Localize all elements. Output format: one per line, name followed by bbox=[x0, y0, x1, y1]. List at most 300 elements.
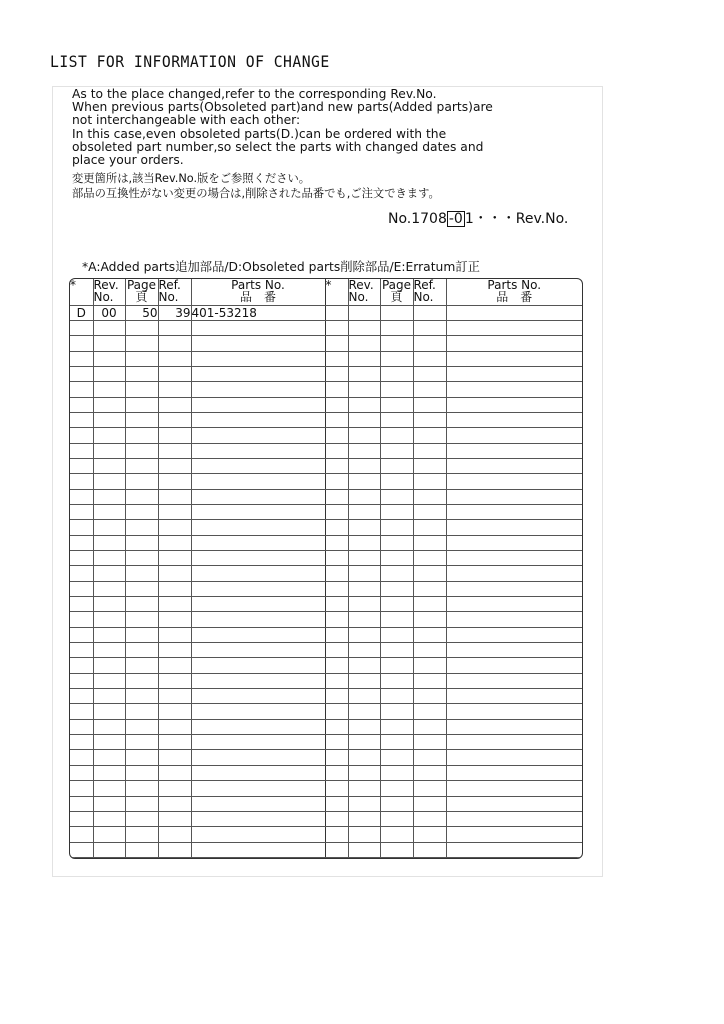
cell-ref bbox=[158, 474, 191, 489]
table-row bbox=[70, 443, 582, 458]
cell-ref bbox=[413, 551, 446, 566]
cell-star bbox=[70, 489, 93, 504]
cell-star bbox=[325, 627, 348, 642]
cell-rev bbox=[93, 597, 125, 612]
cell-ref bbox=[413, 597, 446, 612]
cell-rev bbox=[348, 458, 380, 473]
cell-parts bbox=[191, 658, 325, 673]
cell-parts bbox=[191, 412, 325, 427]
cell-ref bbox=[413, 658, 446, 673]
table-row bbox=[70, 811, 582, 826]
cell-star bbox=[325, 597, 348, 612]
cell-parts bbox=[191, 428, 325, 443]
table-row bbox=[70, 581, 582, 596]
cell-ref bbox=[158, 336, 191, 351]
cell-star bbox=[70, 382, 93, 397]
cell-rev bbox=[93, 351, 125, 366]
cell-star bbox=[70, 673, 93, 688]
cell-rev bbox=[348, 382, 380, 397]
cell-rev bbox=[348, 658, 380, 673]
cell-parts bbox=[446, 520, 582, 535]
col-ref-header: Ref. No. bbox=[158, 279, 191, 305]
cell-parts bbox=[446, 689, 582, 704]
cell-rev bbox=[93, 397, 125, 412]
cell-rev bbox=[93, 382, 125, 397]
table-row bbox=[70, 658, 582, 673]
cell-page bbox=[380, 689, 413, 704]
col-parts-header: Parts No. 品 番 bbox=[191, 279, 325, 305]
cell-star bbox=[70, 719, 93, 734]
cell-page bbox=[125, 551, 158, 566]
cell-star bbox=[325, 581, 348, 596]
cell-ref bbox=[413, 781, 446, 796]
cell-page bbox=[380, 796, 413, 811]
cell-star bbox=[325, 305, 348, 320]
cell-star bbox=[70, 689, 93, 704]
cell-star bbox=[70, 765, 93, 780]
cell-star bbox=[70, 320, 93, 335]
cell-page bbox=[125, 781, 158, 796]
cell-page bbox=[125, 397, 158, 412]
cell-rev bbox=[93, 673, 125, 688]
cell-star bbox=[70, 351, 93, 366]
cell-rev bbox=[93, 612, 125, 627]
cell-page bbox=[125, 581, 158, 596]
cell-ref bbox=[158, 750, 191, 765]
cell-ref bbox=[158, 366, 191, 381]
cell-page bbox=[125, 796, 158, 811]
cell-ref bbox=[158, 566, 191, 581]
cell-parts bbox=[191, 673, 325, 688]
cell-star bbox=[70, 566, 93, 581]
cell-star bbox=[70, 827, 93, 842]
cell-ref bbox=[158, 551, 191, 566]
cell-rev bbox=[348, 474, 380, 489]
cell-parts bbox=[191, 689, 325, 704]
table-row bbox=[70, 489, 582, 504]
col-star-header: * bbox=[70, 279, 93, 305]
cell-rev bbox=[348, 689, 380, 704]
cell-parts bbox=[446, 765, 582, 780]
cell-rev bbox=[93, 581, 125, 596]
cell-ref bbox=[158, 643, 191, 658]
cell-ref bbox=[413, 458, 446, 473]
cell-page bbox=[125, 627, 158, 642]
cell-star bbox=[325, 504, 348, 519]
cell-parts bbox=[191, 535, 325, 550]
cell-page bbox=[380, 827, 413, 842]
cell-page bbox=[125, 673, 158, 688]
cell-ref bbox=[158, 520, 191, 535]
cell-rev bbox=[348, 735, 380, 750]
cell-page bbox=[125, 382, 158, 397]
cell-ref bbox=[413, 811, 446, 826]
cell-parts bbox=[191, 811, 325, 826]
cell-page bbox=[380, 627, 413, 642]
cell-rev bbox=[93, 842, 125, 857]
cell-star bbox=[325, 735, 348, 750]
cell-page bbox=[380, 643, 413, 658]
cell-page bbox=[380, 458, 413, 473]
col-page-header: Page 頁 bbox=[126, 279, 157, 304]
cell-ref bbox=[158, 428, 191, 443]
cell-star bbox=[70, 597, 93, 612]
cell-parts bbox=[446, 336, 582, 351]
cell-parts bbox=[446, 750, 582, 765]
col-parts-header-2: Parts No. 品 番 bbox=[446, 279, 582, 305]
cell-star bbox=[325, 428, 348, 443]
cell-ref bbox=[413, 581, 446, 596]
table-row bbox=[70, 535, 582, 550]
cell-parts bbox=[446, 504, 582, 519]
table-row bbox=[70, 842, 582, 857]
cell-parts bbox=[191, 504, 325, 519]
cell-rev bbox=[348, 566, 380, 581]
cell-rev bbox=[93, 827, 125, 842]
cell-ref bbox=[158, 597, 191, 612]
cell-rev bbox=[93, 719, 125, 734]
cell-star bbox=[325, 673, 348, 688]
cell-page bbox=[380, 412, 413, 427]
table-row bbox=[70, 689, 582, 704]
intro-line: As to the place changed,refer to the corresponding Rev.No. bbox=[72, 87, 437, 101]
cell-star bbox=[325, 643, 348, 658]
table-row bbox=[70, 612, 582, 627]
col-rev-header: Rev. No. bbox=[93, 279, 125, 305]
cell-rev bbox=[348, 366, 380, 381]
change-grid bbox=[70, 279, 582, 858]
cell-page bbox=[380, 535, 413, 550]
table-row bbox=[70, 765, 582, 780]
table-row bbox=[70, 474, 582, 489]
cell-rev bbox=[93, 750, 125, 765]
cell-star bbox=[325, 811, 348, 826]
cell-parts bbox=[446, 535, 582, 550]
cell-ref bbox=[158, 535, 191, 550]
cell-ref bbox=[158, 781, 191, 796]
cell-page bbox=[380, 581, 413, 596]
cell-rev bbox=[348, 704, 380, 719]
cell-ref bbox=[413, 504, 446, 519]
cell-parts bbox=[446, 428, 582, 443]
cell-rev bbox=[93, 796, 125, 811]
cell-page bbox=[380, 658, 413, 673]
cell-parts bbox=[446, 320, 582, 335]
col-star-header-2: * bbox=[325, 279, 348, 305]
cell-star bbox=[70, 781, 93, 796]
cell-rev bbox=[93, 520, 125, 535]
cell-ref bbox=[413, 827, 446, 842]
cell-parts bbox=[446, 581, 582, 596]
cell-rev bbox=[348, 520, 380, 535]
cell-parts bbox=[446, 658, 582, 673]
cell-rev bbox=[93, 781, 125, 796]
cell-star bbox=[325, 842, 348, 857]
revision-suffix: 1・・・Rev.No. bbox=[464, 211, 569, 227]
cell-rev bbox=[93, 412, 125, 427]
cell-page bbox=[125, 643, 158, 658]
cell-parts bbox=[446, 673, 582, 688]
cell-parts bbox=[191, 320, 325, 335]
cell-star bbox=[70, 458, 93, 473]
cell-ref bbox=[158, 581, 191, 596]
cell-page bbox=[125, 489, 158, 504]
cell-star bbox=[325, 458, 348, 473]
cell-page bbox=[380, 366, 413, 381]
table-row bbox=[70, 627, 582, 642]
cell-ref bbox=[413, 428, 446, 443]
cell-parts bbox=[446, 443, 582, 458]
cell-parts bbox=[191, 458, 325, 473]
cell-parts bbox=[191, 581, 325, 596]
cell-page bbox=[125, 719, 158, 734]
cell-ref bbox=[413, 566, 446, 581]
cell-rev bbox=[93, 735, 125, 750]
cell-star bbox=[70, 735, 93, 750]
cell-rev bbox=[348, 781, 380, 796]
cell-rev bbox=[93, 320, 125, 335]
cell-page bbox=[125, 535, 158, 550]
cell-star bbox=[325, 336, 348, 351]
cell-ref bbox=[413, 474, 446, 489]
cell-star: D bbox=[70, 305, 93, 320]
cell-ref bbox=[158, 842, 191, 857]
cell-page bbox=[125, 735, 158, 750]
japanese-line: 変更箇所は,該当Rev.No.版をご参照ください。 bbox=[72, 172, 311, 185]
cell-star bbox=[325, 827, 348, 842]
cell-star bbox=[70, 658, 93, 673]
cell-page bbox=[125, 428, 158, 443]
cell-parts bbox=[191, 643, 325, 658]
cell-parts bbox=[191, 827, 325, 842]
cell-parts bbox=[446, 366, 582, 381]
cell-star bbox=[325, 566, 348, 581]
cell-parts bbox=[191, 612, 325, 627]
col-rev-header-2: Rev. No. bbox=[348, 279, 380, 305]
cell-rev bbox=[348, 765, 380, 780]
cell-parts bbox=[191, 842, 325, 857]
table-row bbox=[70, 305, 582, 320]
cell-ref bbox=[158, 658, 191, 673]
cell-page bbox=[380, 781, 413, 796]
col-page-header-2: Page 頁 bbox=[381, 279, 412, 304]
cell-page bbox=[380, 504, 413, 519]
cell-star bbox=[70, 504, 93, 519]
cell-star bbox=[325, 750, 348, 765]
cell-parts bbox=[191, 704, 325, 719]
cell-ref bbox=[158, 811, 191, 826]
cell-rev bbox=[348, 750, 380, 765]
cell-ref bbox=[413, 842, 446, 857]
table-row bbox=[70, 827, 582, 842]
cell-page bbox=[125, 320, 158, 335]
cell-star bbox=[325, 474, 348, 489]
table-row bbox=[70, 566, 582, 581]
table-row bbox=[70, 643, 582, 658]
cell-page bbox=[125, 520, 158, 535]
cell-parts bbox=[446, 781, 582, 796]
cell-parts bbox=[191, 597, 325, 612]
page-title: LIST FOR INFORMATION OF CHANGE bbox=[50, 52, 330, 71]
cell-star bbox=[325, 658, 348, 673]
cell-page bbox=[380, 305, 413, 320]
cell-ref bbox=[158, 351, 191, 366]
cell-page bbox=[125, 658, 158, 673]
cell-page bbox=[125, 458, 158, 473]
cell-rev bbox=[93, 458, 125, 473]
table-row bbox=[70, 520, 582, 535]
cell-ref bbox=[413, 704, 446, 719]
cell-star bbox=[70, 704, 93, 719]
cell-ref: 39 bbox=[158, 305, 191, 320]
cell-ref bbox=[413, 412, 446, 427]
cell-page bbox=[125, 351, 158, 366]
table-row bbox=[70, 750, 582, 765]
cell-page bbox=[125, 811, 158, 826]
cell-page bbox=[380, 566, 413, 581]
cell-parts bbox=[191, 366, 325, 381]
cell-star bbox=[325, 520, 348, 535]
cell-page bbox=[380, 382, 413, 397]
cell-ref bbox=[158, 827, 191, 842]
cell-rev bbox=[93, 627, 125, 642]
cell-page bbox=[380, 428, 413, 443]
cell-ref bbox=[413, 305, 446, 320]
cell-rev bbox=[93, 428, 125, 443]
table-row bbox=[70, 551, 582, 566]
cell-ref bbox=[413, 750, 446, 765]
cell-ref bbox=[158, 504, 191, 519]
cell-parts bbox=[191, 474, 325, 489]
cell-rev bbox=[348, 842, 380, 857]
cell-page bbox=[380, 320, 413, 335]
cell-ref bbox=[413, 366, 446, 381]
cell-rev bbox=[348, 489, 380, 504]
cell-parts bbox=[191, 566, 325, 581]
cell-ref bbox=[158, 397, 191, 412]
cell-parts bbox=[446, 719, 582, 734]
cell-rev bbox=[348, 612, 380, 627]
table-row bbox=[70, 735, 582, 750]
cell-ref bbox=[158, 320, 191, 335]
table-row bbox=[70, 320, 582, 335]
cell-parts bbox=[446, 612, 582, 627]
cell-page bbox=[125, 612, 158, 627]
cell-star bbox=[325, 551, 348, 566]
cell-ref bbox=[158, 796, 191, 811]
cell-star bbox=[325, 719, 348, 734]
cell-ref bbox=[413, 735, 446, 750]
cell-ref bbox=[413, 765, 446, 780]
cell-ref bbox=[158, 382, 191, 397]
cell-parts bbox=[191, 750, 325, 765]
cell-parts bbox=[191, 781, 325, 796]
cell-page bbox=[125, 412, 158, 427]
cell-star bbox=[70, 474, 93, 489]
cell-star bbox=[325, 704, 348, 719]
table-row bbox=[70, 397, 582, 412]
cell-page bbox=[125, 366, 158, 381]
cell-rev bbox=[348, 428, 380, 443]
cell-parts bbox=[446, 412, 582, 427]
cell-rev bbox=[348, 673, 380, 688]
cell-parts bbox=[191, 796, 325, 811]
table-header-row bbox=[70, 279, 582, 305]
cell-page bbox=[125, 842, 158, 857]
cell-page bbox=[380, 765, 413, 780]
table-row bbox=[70, 428, 582, 443]
cell-page bbox=[380, 673, 413, 688]
cell-ref bbox=[158, 489, 191, 504]
cell-ref bbox=[413, 627, 446, 642]
cell-page bbox=[125, 566, 158, 581]
table-row bbox=[70, 781, 582, 796]
table-body bbox=[70, 305, 582, 857]
cell-parts bbox=[446, 566, 582, 581]
cell-page bbox=[380, 551, 413, 566]
cell-ref bbox=[158, 673, 191, 688]
cell-star bbox=[70, 750, 93, 765]
cell-page bbox=[380, 842, 413, 857]
cell-parts bbox=[446, 827, 582, 842]
cell-star bbox=[325, 612, 348, 627]
cell-star bbox=[325, 689, 348, 704]
cell-parts bbox=[446, 351, 582, 366]
cell-rev bbox=[348, 412, 380, 427]
cell-parts bbox=[191, 520, 325, 535]
cell-rev bbox=[348, 305, 380, 320]
cell-ref bbox=[413, 489, 446, 504]
cell-ref bbox=[413, 612, 446, 627]
table-row bbox=[70, 597, 582, 612]
cell-rev bbox=[348, 320, 380, 335]
cell-page bbox=[125, 336, 158, 351]
revision-reference bbox=[388, 208, 568, 228]
cell-parts bbox=[191, 397, 325, 412]
cell-page bbox=[125, 827, 158, 842]
cell-rev bbox=[348, 397, 380, 412]
table-row bbox=[70, 336, 582, 351]
cell-rev bbox=[93, 504, 125, 519]
cell-parts bbox=[191, 627, 325, 642]
cell-star bbox=[70, 535, 93, 550]
cell-star bbox=[325, 351, 348, 366]
intro-line: In this case,even obsoleted parts(D.)can be ordered with the bbox=[72, 126, 447, 141]
cell-star bbox=[325, 397, 348, 412]
cell-parts bbox=[446, 382, 582, 397]
cell-ref bbox=[158, 443, 191, 458]
cell-star bbox=[70, 811, 93, 826]
cell-page bbox=[380, 612, 413, 627]
japanese-note bbox=[72, 172, 440, 201]
cell-star bbox=[70, 443, 93, 458]
cell-parts bbox=[446, 305, 582, 320]
cell-page bbox=[125, 443, 158, 458]
cell-rev bbox=[93, 535, 125, 550]
cell-page bbox=[380, 397, 413, 412]
cell-parts bbox=[191, 765, 325, 780]
cell-parts bbox=[191, 336, 325, 351]
cell-parts bbox=[191, 551, 325, 566]
cell-rev bbox=[93, 643, 125, 658]
change-table bbox=[69, 278, 583, 859]
cell-rev bbox=[348, 643, 380, 658]
cell-ref bbox=[158, 412, 191, 427]
cell-page bbox=[380, 704, 413, 719]
cell-star bbox=[325, 412, 348, 427]
cell-parts bbox=[446, 735, 582, 750]
cell-page bbox=[380, 489, 413, 504]
